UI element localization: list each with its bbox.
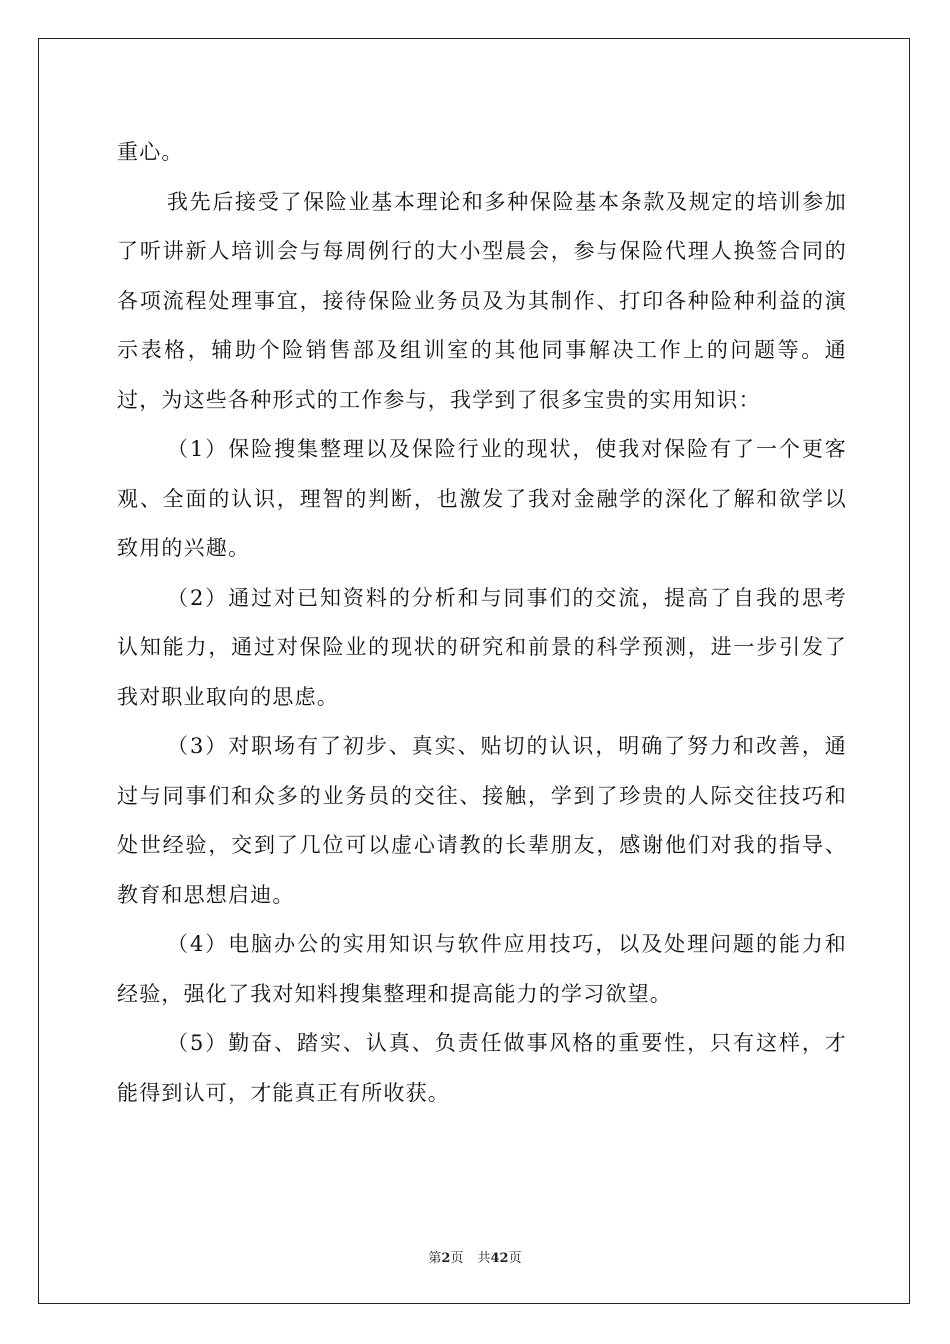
current-page-number: 2 bbox=[441, 1251, 451, 1266]
paragraph-item-2: （2）通过对已知资料的分析和与同事们的交流，提高了自我的思考认知能力，通过对保险业的现状的研究和前景的科学预测，进一步引发了我对职业取向的思虑。 bbox=[117, 585, 847, 709]
total-prefix: 共 bbox=[477, 1251, 491, 1266]
page-footer bbox=[0, 1247, 950, 1266]
paragraph-item-5: （5）勤奋、踏实、认真、负责任做事风格的重要性，只有这样，才能得到认可，才能真正有所收获。 bbox=[117, 1031, 847, 1105]
total-pages-number: 42 bbox=[490, 1251, 509, 1266]
paragraph-item-1: （1）保险搜集整理以及保险行业的现状，使我对保险有了一个更客观、全面的认识，理智的判断，也激发了我对金融学的深化了解和欲学以致用的兴趣。 bbox=[117, 437, 847, 560]
paragraph-item-4: （4）电脑办公的实用知识与软件应用技巧，以及处理问题的能力和经验，强化了我对知料搜集整理和提高能力的学习欲望。 bbox=[117, 932, 847, 1006]
paragraph-continuation: 重心。 bbox=[117, 140, 184, 164]
paragraph-item-3: （3）对职场有了初步、真实、贴切的认识，明确了努力和改善，通过与同事们和众多的业务员的交往、接触，学到了珍贵的人际交往技巧和处世经验，交到了几位可以虚心请教的长辈朋友，感谢他们对我的指导、教育和思想启迪。 bbox=[117, 734, 847, 907]
page-suffix: 页 bbox=[450, 1251, 464, 1266]
page-prefix: 第 bbox=[428, 1251, 442, 1266]
total-suffix: 页 bbox=[508, 1251, 522, 1266]
paragraph-intro: 我先后接受了保险业基本理论和多种保险基本条款及规定的培训参加了听讲新人培训会与每周例行的大小型晨会，参与保险代理人换签合同的各项流程处理事宜，接待保险业务员及为其制作、打印各种险种利益的演示表格，辅助个险销售部及组训室的其他同事解决工作上的问题等。通过，为这些各种形式的工作参与，我学到了很多宝贵的实用知识： bbox=[117, 189, 847, 412]
document-body bbox=[117, 128, 847, 1118]
